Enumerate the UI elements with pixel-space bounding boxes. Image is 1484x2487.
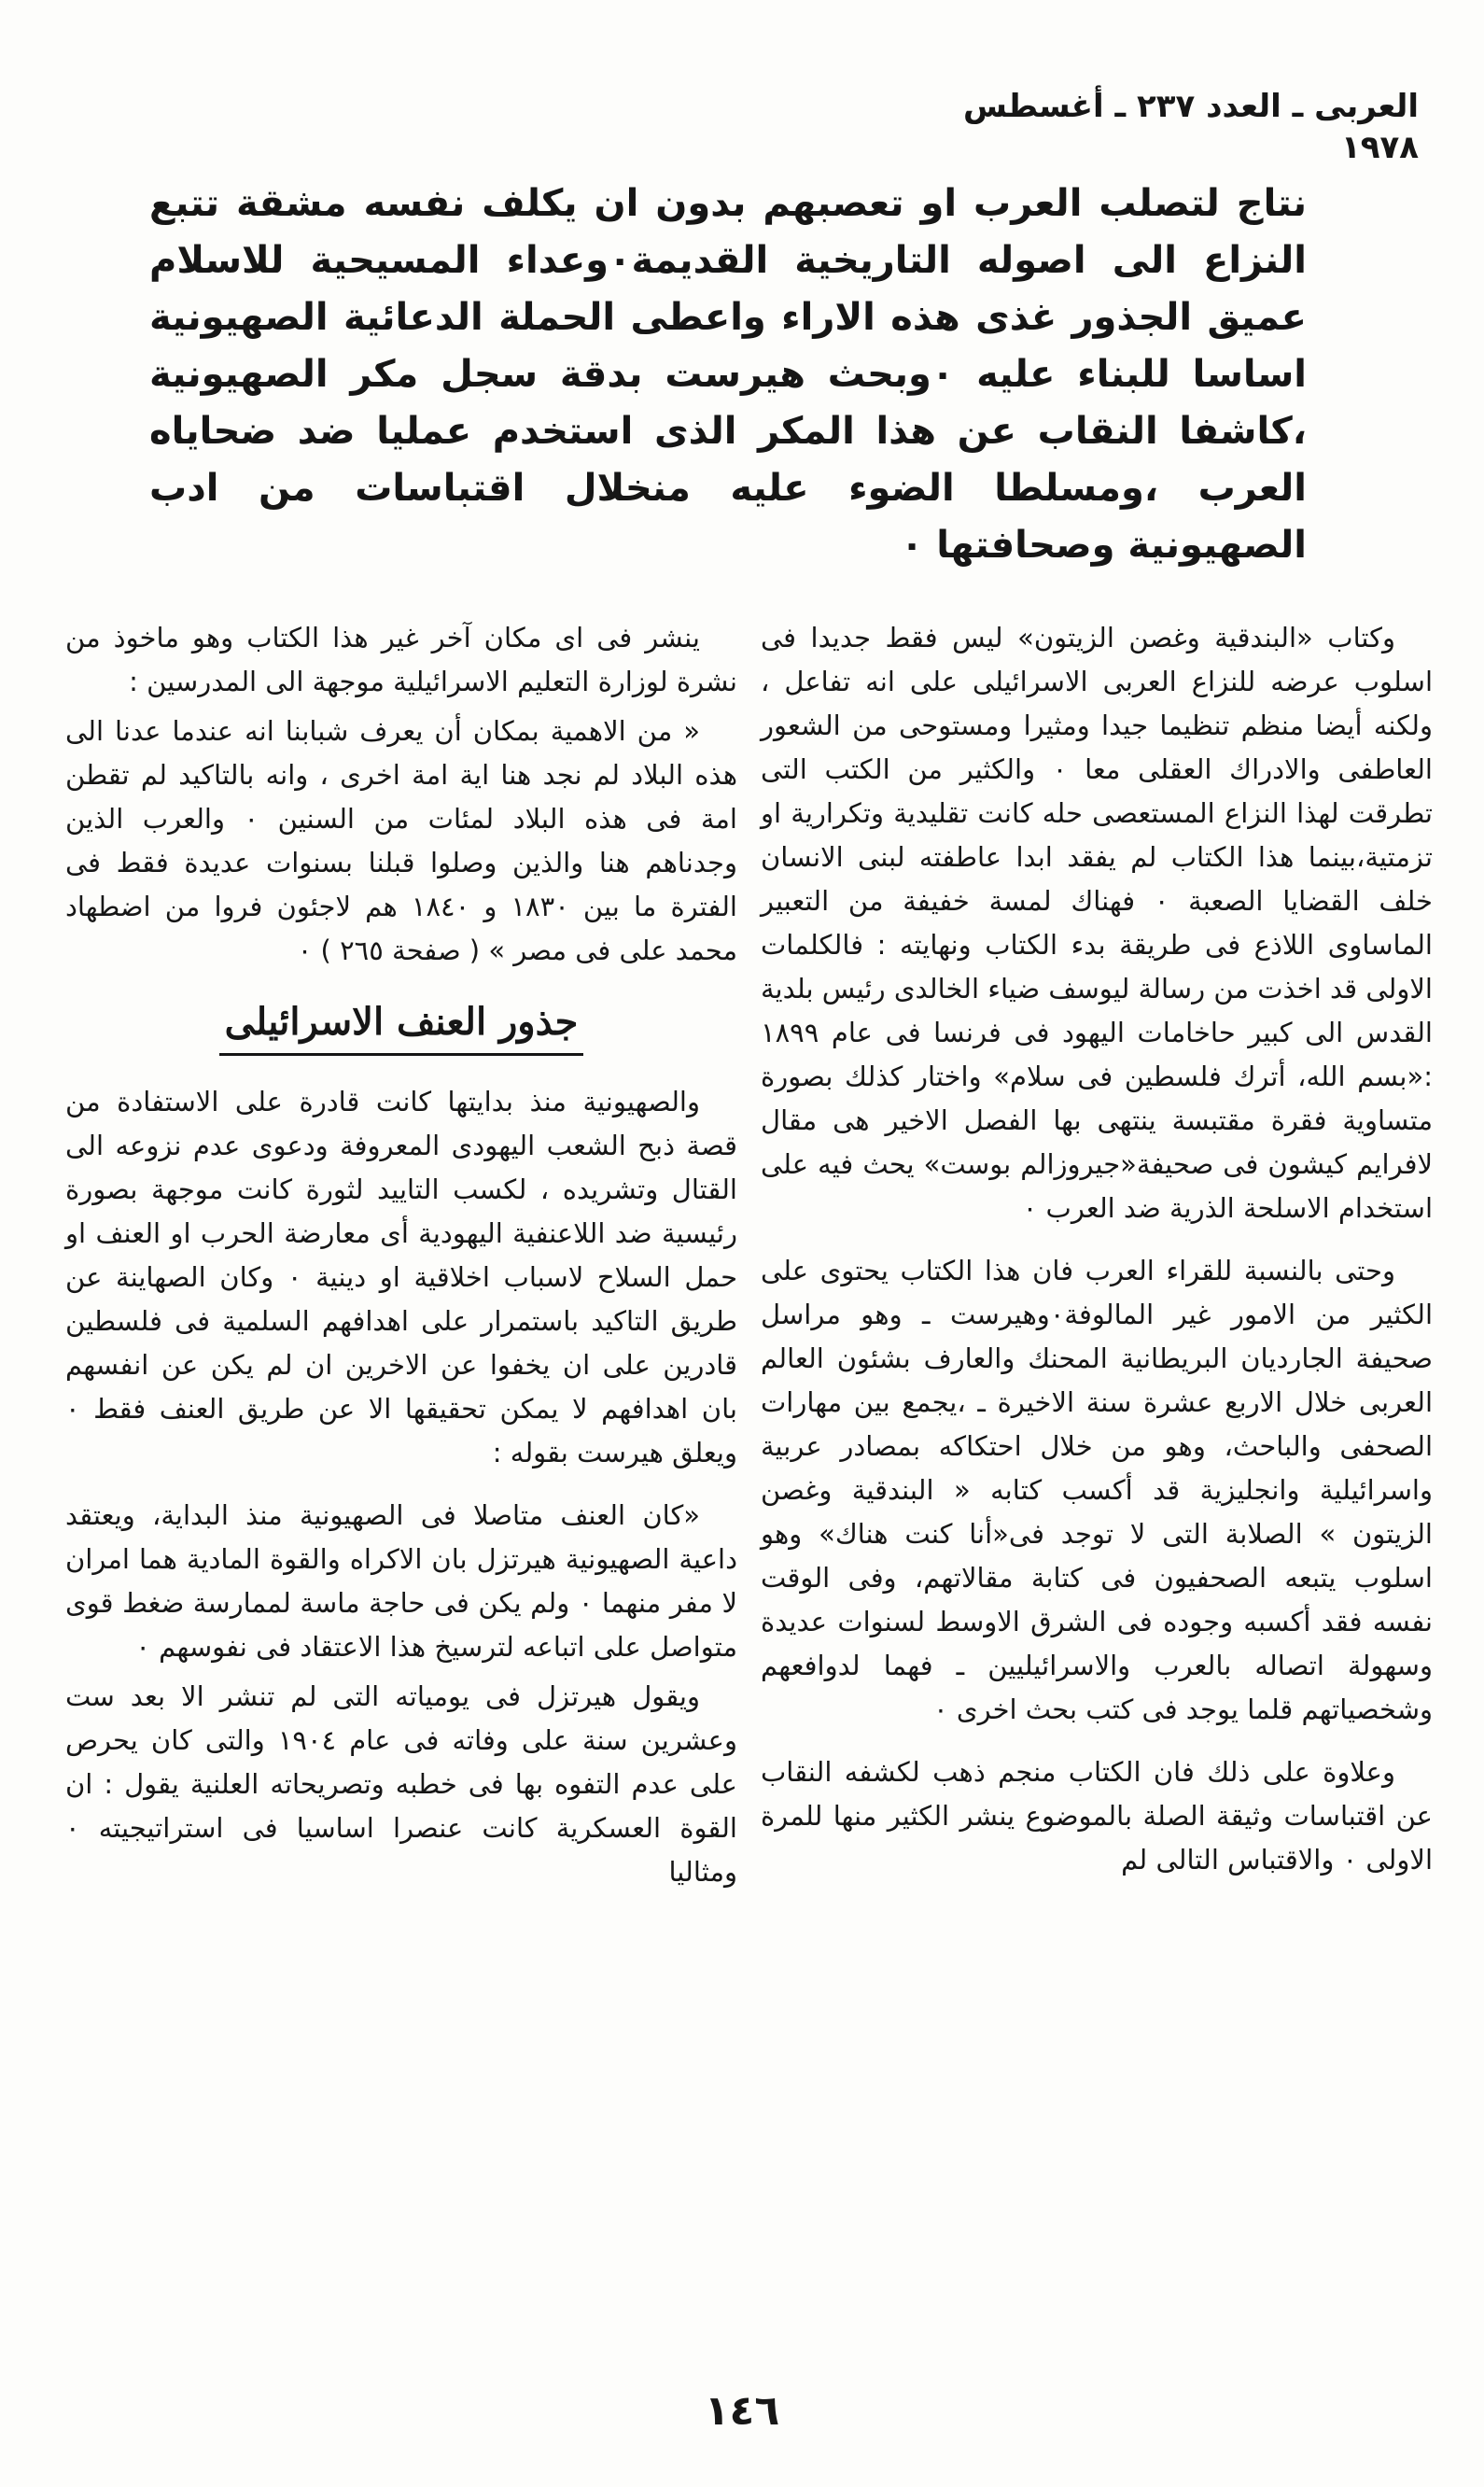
running-header: العربى ـ العدد ٢٣٧ ـ أغسطس ١٩٧٨ <box>963 88 1419 166</box>
section-heading <box>65 997 737 1056</box>
quoted-paragraph: « من الاهمية بمكان أن يعرف شبابنا انه عندما عدنا الى هذه البلاد لم نجد هنا اية امة اخرى ، وانه بالتاكيد لم تقطن امة فى هذه البلاد لمئات من السنين ٠ والعرب الذين وجدناهم هنا والذين وصلوا قبلنا بسنوات عديدة فقط فى الفترة ما بين ١٨٣٠ و ١٨٤٠ هم لاجئون فروا من اضطهاد محمد على فى مصر » ( صفحة ٢٦٥ ) ٠ <box>65 715 737 966</box>
intro-paragraph <box>149 176 1307 574</box>
body-paragraph: ويقول هيرتزل فى يومياته التى لم تنشر الا بعد ست وعشرين سنة على وفاته فى عام ١٩٠٤ والتى كان يحرص على عدم التفوه بها فى خطبه وتصريحاته العلنية يقول : ان القوة العسكرية كانت عنصرا اساسيا فى استراتيجيته ٠ ومثاليا <box>65 1680 737 1888</box>
body-paragraph: والصهيونية منذ بدايتها كانت قادرة على الاستفادة من قصة ذبح الشعب اليهودى المعروفة ودعوى عدم نزوعه الى القتال وتشريده ، لكسب التاييد لثورة كانت موجهة بصورة رئيسية ضد اللاعنفية اليهودية أى معارضة الحرب او العنف او حمل السلاح لاسباب اخلاقية او دينية ٠ وكان الصهاينة عن طريق التاكيد باستمرار على اهدافهم السلمية فى فلسطين قادرين على ان يخفوا عن الاخرين ان لم يكن عن انفسهم بان اهدافهم لا يمكن تحقيقها الا عن طريق العنف فقط ٠ ويعلق هيرست بقوله : <box>65 1086 737 1468</box>
body-paragraph: وكتاب «البندقية وغصن الزيتون» ليس فقط جديدا فى اسلوب عرضه للنزاع العربى الاسرائيلى على انه تفاعل ، ولكنه أيضا منظم تنظيما جيدا ومثيرا ومستوحى من الشعور العاطفى والادراك العقلى معا ٠ والكثير من الكتب التى تطرقت لهذا النزاع المستعصى حله كانت تقليدية وتكرارية او تزمتية،بينما هذا الكتاب لم يفقد ابدا عاطفته لبنى الانسان خلف القضايا الصعبة ٠ فهناك لمسة خفيفة من التعبير الماساوى اللاذع فى طريقة بدء الكتاب ونهايته : فالكلمات الاولى قد اخذت من رسالة ليوسف ضياء الخالدى رئيس بلدية القدس الى كبير حاخامات اليهود فى فرنسا فى عام ١٨٩٩ :«بسم الله، أترك فلسطين فى سلام» واختار كذلك بصورة متساوية فقرة مقتبسة ينتهى بها الفصل الاخير هى مقال لافرايم كيشون فى صحيفة«جيروزالم بوست» يحث فيه على استخدام الاسلحة الذرية ضد العرب ٠ <box>761 622 1433 1224</box>
quoted-paragraph: «كان العنف متاصلا فى الصهيونية منذ البداية، ويعتقد داعية الصهيونية هيرتزل بان الاكراه والقوة المادية هما امران لا مفر منهما ٠ ولم يكن فى حاجة ماسة لممارسة ضغط قوى متواصل على اتباعه لترسيخ هذا الاعتقاد فى نفوسهم ٠ <box>65 1499 737 1663</box>
page-number: ١٤٦ <box>704 2387 780 2435</box>
body-paragraph: وحتى بالنسبة للقراء العرب فان هذا الكتاب يحتوى على الكثير من الامور غير المالوفة٠وهيرست ـ وهو مراسل صحيفة الجارديان البريطانية المحنك والعارف بشئون العالم العربى خلال الاربع عشرة سنة الاخيرة ـ ،يجمع بين مهارات الصحفى والباحث، وهو من خلال احتكاكه بمصادر عربية واسرائيلية وانجليزية قد أكسب كتابه « البندقية وغصن الزيتون » الصلابة التى لا توجد فى«أنا كنت هناك» وهو اسلوب يتبعه الصحفيون فى كتابة مقالاتهم، وفى الوقت نفسه فقد أكسبه وجوده فى الشرق الاوسط لسنوات عديدة وسهولة اتصاله بالعرب والاسرائيليين ـ فهما لدوافعهم وشخصياتهم قلما يوجد فى كتب بحث اخرى ٠ <box>761 1255 1434 1725</box>
body-paragraph: وعلاوة على ذلك فان الكتاب منجم ذهب لكشفه النقاب عن اقتباسات وثيقة الصلة بالموضوع ينشر الكثير منها للمرة الاولى ٠ والاقتباس التالى لم <box>761 1756 1433 1876</box>
intro-text: نتاج لتصلب العرب او تعصبهم بدون ان يكلف نفسه مشقة تتبع النزاع الى اصوله التاريخية القديمة٠وعداء المسيحية للاسلام عميق الجذور غذى هذه الاراء واعطى الحملة الدعائية الصهيونية اساسا للبناء عليه ٠وبحث هيرست بدقة سجل مكر الصهيونية ،كاشفا النقاب عن هذا المكر الذى استخدم عمليا ضد ضحاياه العرب ،ومسلطا الضوء عليه منخلال اقتباسات من ادب الصهيونية وصحافتها ٠ <box>149 182 1307 567</box>
left-column <box>65 616 737 1913</box>
section-heading-text: جذور العنف الاسرائيلى <box>219 997 584 1056</box>
body-paragraph: ينشر فى اى مكان آخر غير هذا الكتاب وهو ماخوذ من نشرة لوزارة التعليم الاسرائيلية موجهة الى المدرسين : <box>65 622 737 697</box>
right-column <box>761 616 1433 1901</box>
